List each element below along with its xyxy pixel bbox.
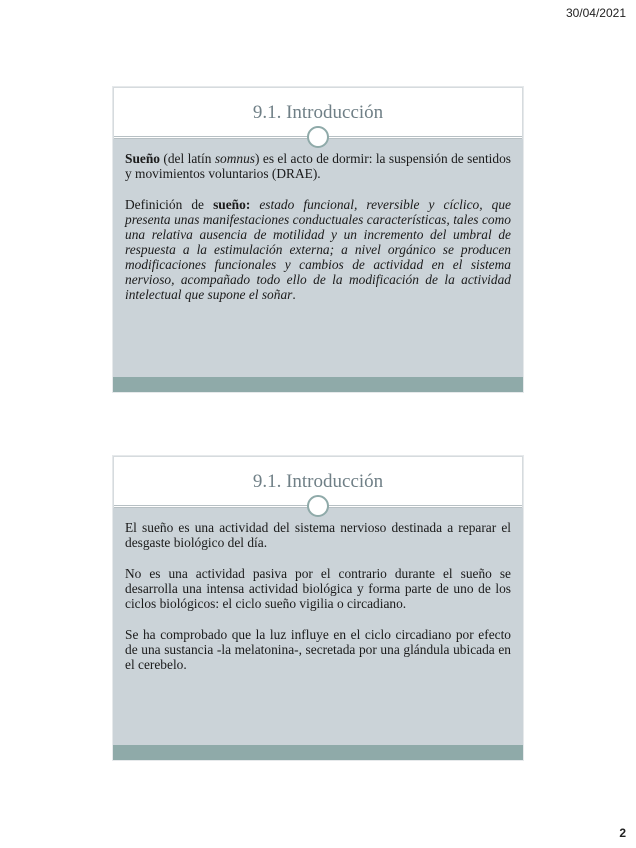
page-date: 30/04/2021 [565,6,626,20]
page-number: 2 [619,826,626,840]
slide-header [113,456,523,508]
paragraph: No es una actividad pasiva por el contrario durante el sueño se desarrolla una intensa actividad biológica y forma parte de uno de los ciclos biológicos: el ciclo sueño vigilia o circadiano. [125,566,511,611]
slide-body [113,139,523,302]
ring-ornament-icon [307,126,329,148]
ring-ornament-icon [307,495,329,517]
slide-1 [113,87,523,392]
slide-title: 9.1. Introducción [252,471,384,492]
definition-text: estado funcional, reversible y cíclico, que presenta unas manifestaciones conductuales características, tales como una relativa ausencia de motilidad y un incremento del umbral de respuesta a la estimulación externa; a nivel orgánico se producen modificaciones funcionales y cambios de actividad en el sistema nervioso, acompañado todo ello de la modificación de la actividad intelectual que supone el soñar [125,197,511,302]
italic-term: somnus [214,151,256,166]
paragraph: El sueño es una actividad del sistema nervioso destinada a reparar el desgaste biológico del día. [125,520,511,550]
slide-footer-bar [113,745,523,760]
text-run: (del latín [159,151,215,166]
text-run: ) es el acto de dormir: la suspensión de sentidos y movimientos voluntarios (DRAE). [125,151,512,181]
paragraph [125,197,511,302]
bold-term: sueño [213,197,246,212]
colon: : [245,197,260,212]
slide-title: 9.1. Introducción [252,102,384,123]
slide-footer-bar [113,377,523,392]
text-run: Definición de [125,197,214,212]
paragraph [125,151,511,181]
slide-body [113,508,523,672]
bold-term: Sueño [125,151,160,166]
text-run: . [292,287,296,302]
slide-header [113,87,523,139]
paragraph: Se ha comprobado que la luz influye en el ciclo circadiano por efecto de una sustancia -la melatonina-, secretada por una glándula ubicada en el cerebelo. [125,627,511,672]
slide-2 [113,456,523,760]
